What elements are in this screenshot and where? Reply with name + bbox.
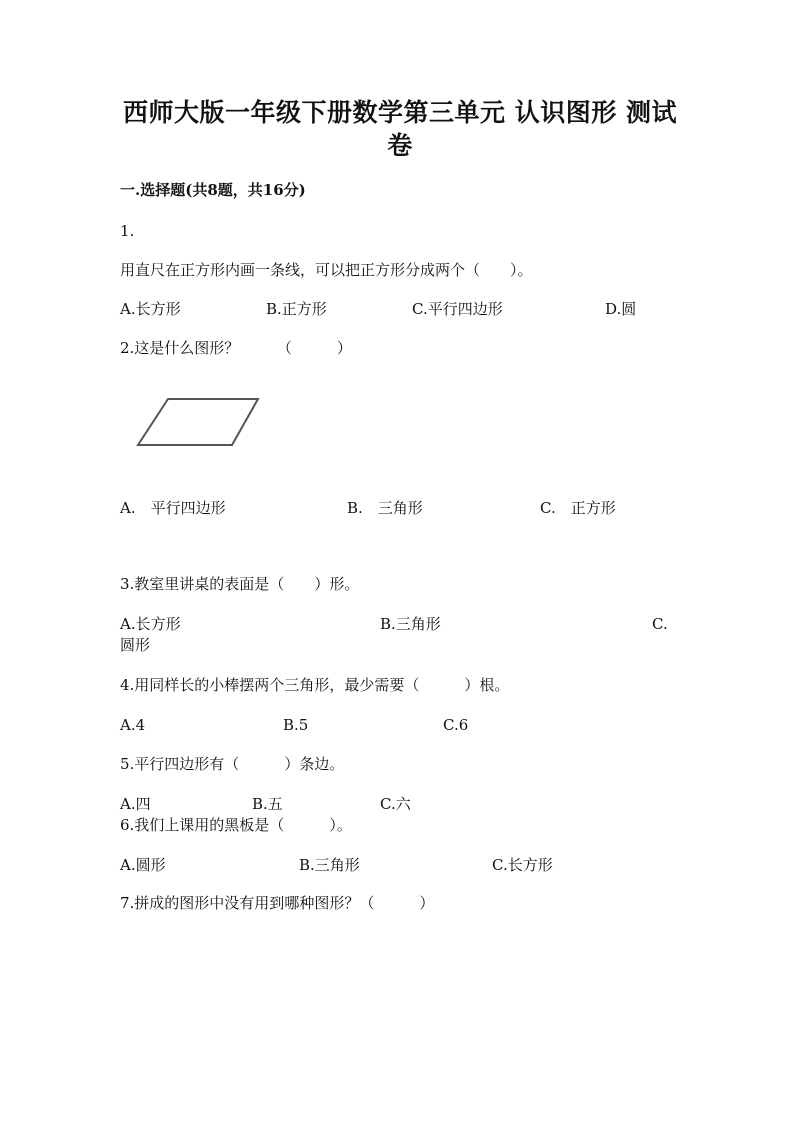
q3-stem: 3.教室里讲桌的表面是（ ）形。 [120, 575, 360, 593]
q2-option-c: C. 正方形 [540, 499, 616, 517]
q5-option-a: A.四 [120, 795, 151, 813]
title-line-1: 西师大版一年级下册数学第三单元 认识图形 测试 [123, 98, 677, 127]
worksheet-title [120, 96, 680, 162]
title-line-2: 卷 [387, 131, 413, 160]
q4-option-c: C.6 [443, 716, 469, 734]
q3-option-b: B.三角形 [380, 615, 441, 633]
q1-option-b: B.正方形 [266, 300, 327, 318]
q7-stem: 7.拼成的图形中没有用到哪种图形？（ ） [120, 894, 435, 912]
parallelogram-shape [138, 399, 258, 445]
parallelogram-figure [130, 392, 270, 452]
q3-option-a: A.长方形 [120, 615, 181, 633]
q1-stem: 用直尺在正方形内画一条线，可以把正方形分成两个（ ）。 [120, 261, 533, 279]
q2-stem: 2.这是什么图形？ （ ） [120, 339, 352, 357]
q6-option-c: C.长方形 [492, 856, 553, 874]
q3-option-c: C. [652, 615, 668, 633]
q5-option-c: C.六 [380, 795, 411, 813]
q2-option-b: B. 三角形 [347, 499, 423, 517]
q6-option-a: A.圆形 [120, 856, 166, 874]
q5-stem: 5.平行四边形有（ ）条边。 [120, 755, 345, 773]
q1-option-a: A.长方形 [120, 300, 181, 318]
q6-stem: 6.我们上课用的黑板是（ ）。 [120, 816, 352, 834]
q1-option-c: C.平行四边形 [412, 300, 503, 318]
q4-stem: 4.用同样长的小棒摆两个三角形，最少需要（ ）根。 [120, 676, 510, 694]
q4-option-a: A.4 [120, 716, 146, 734]
q6-option-b: B.三角形 [299, 856, 360, 874]
q3-option-c-text: 圆形 [120, 636, 151, 654]
q1-number: 1. [120, 222, 135, 240]
q1-option-d: D.圆 [605, 300, 637, 318]
q4-option-b: B.5 [283, 716, 309, 734]
q2-option-a: A. 平行四边形 [120, 499, 226, 517]
section-heading: 一.选择题(共8题，共16分) [120, 181, 306, 199]
q5-option-b: B.五 [252, 795, 283, 813]
